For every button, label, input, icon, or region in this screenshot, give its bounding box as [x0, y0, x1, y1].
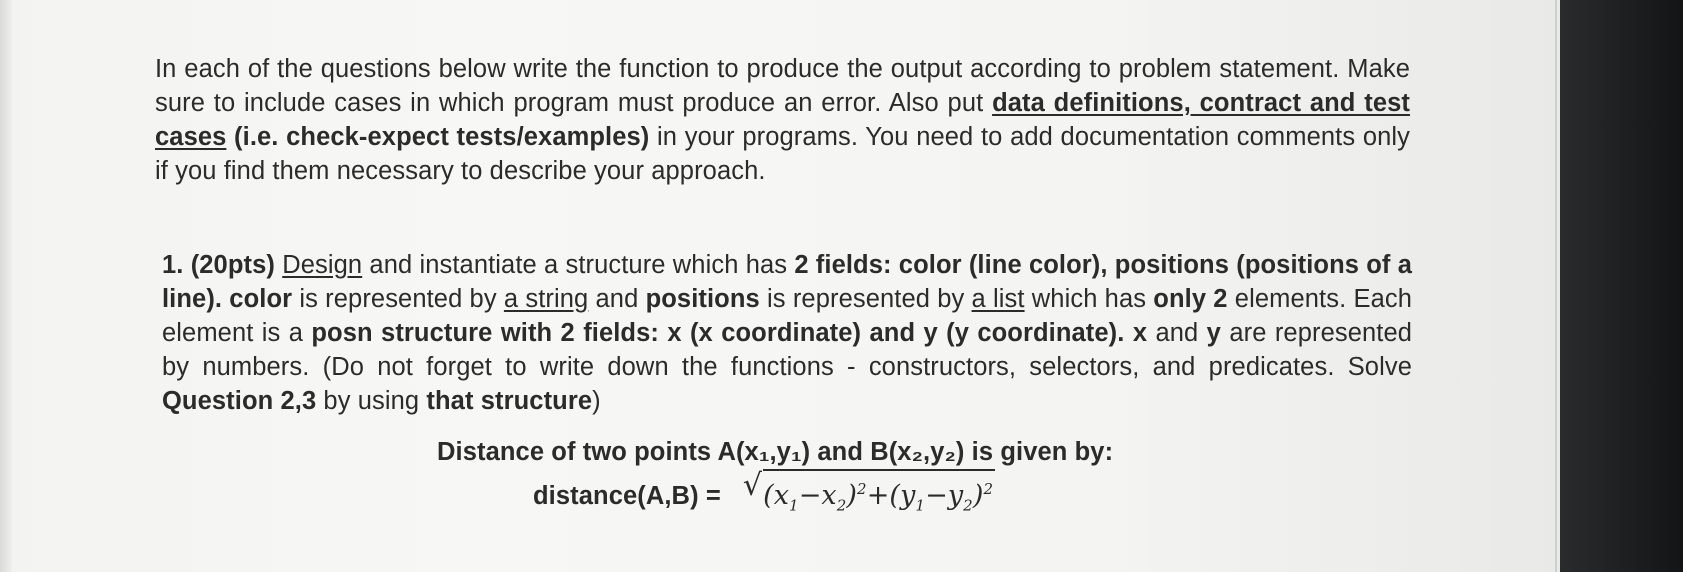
q1-text: is represented by	[292, 285, 504, 313]
q1-bold: that structure	[426, 387, 593, 415]
q1-text: and instantiate a structure which has	[362, 251, 795, 279]
distance-formula-block	[437, 435, 1415, 522]
exponent: 2	[983, 480, 994, 498]
q1-text: are represented by numbers. (Do not forget to write down the functions - constructors, selectors, and predicates. Solve	[162, 319, 1413, 381]
q1-text: elements. Each element is a	[162, 285, 1412, 347]
q1-bold: only 2	[1153, 285, 1228, 313]
exponent: 2	[857, 480, 867, 498]
q1-bold: y	[1206, 319, 1221, 347]
var-y1: y	[900, 480, 916, 511]
q1-text: is represented by	[759, 285, 972, 313]
q1-underlined: a list	[971, 285, 1025, 313]
paper-left-edge	[0, 0, 12, 572]
background-dark-area	[1560, 0, 1683, 572]
q1-text: which has	[1024, 285, 1154, 313]
sub-1: 1	[915, 496, 926, 515]
sqrt-expression	[743, 469, 995, 522]
document-content	[155, 52, 1415, 522]
var-x2: x	[821, 480, 837, 511]
question-points: (20pts)	[190, 251, 275, 279]
q1-bold: positions	[645, 285, 760, 313]
var-y2: y	[947, 480, 964, 511]
q1-underlined: a string	[503, 285, 589, 313]
sub-1: 1	[789, 496, 799, 515]
q1-bold: Question 2,3	[162, 387, 317, 415]
formula-title: Distance of two points A(x₁,y₁) and B(x₂,y₂) is given by:	[437, 438, 1114, 466]
instructions-paragraph	[155, 52, 1410, 188]
q1-text: and	[1147, 319, 1207, 347]
instructions-text: In each of the questions below write the function to produce the output according to problem statement. Make sure to include cases in which program must produce an error. Also put	[155, 55, 1410, 117]
formula-line	[533, 469, 1415, 522]
instructions-text-end: in your programs. You need to add documentation comments only if you find them necessary to describe your approach.	[155, 123, 1410, 185]
formula-lhs: distance(A,B) =	[533, 481, 721, 510]
instructions-emphasis: (i.e. check-expect tests/examples)	[226, 123, 650, 151]
radicand: $(x_1-x_2)^2+(y_1-y_2)^2$	[763, 469, 995, 522]
question-number: 1.	[162, 251, 184, 279]
q1-bold: posn structure with 2 fields: x (x coordinate) and y (y coordinate). x	[311, 319, 1148, 347]
sub-2: 2	[963, 496, 973, 515]
q1-text: and	[588, 285, 646, 313]
instructions-emphasis-underlined: data definitions, contract and test cases	[155, 89, 1410, 151]
question-1	[162, 248, 1412, 418]
q1-bold: 2 fields: color (line color), positions (positions of a line). color	[162, 251, 1413, 313]
var-x1: x	[773, 480, 790, 511]
q1-text: by using	[316, 387, 427, 415]
sub-2: 2	[836, 496, 847, 515]
q1-design: Design	[282, 251, 363, 279]
sqrt-icon: √	[742, 468, 763, 503]
paper-right-edge	[1555, 0, 1557, 572]
q1-text: )	[592, 387, 601, 415]
